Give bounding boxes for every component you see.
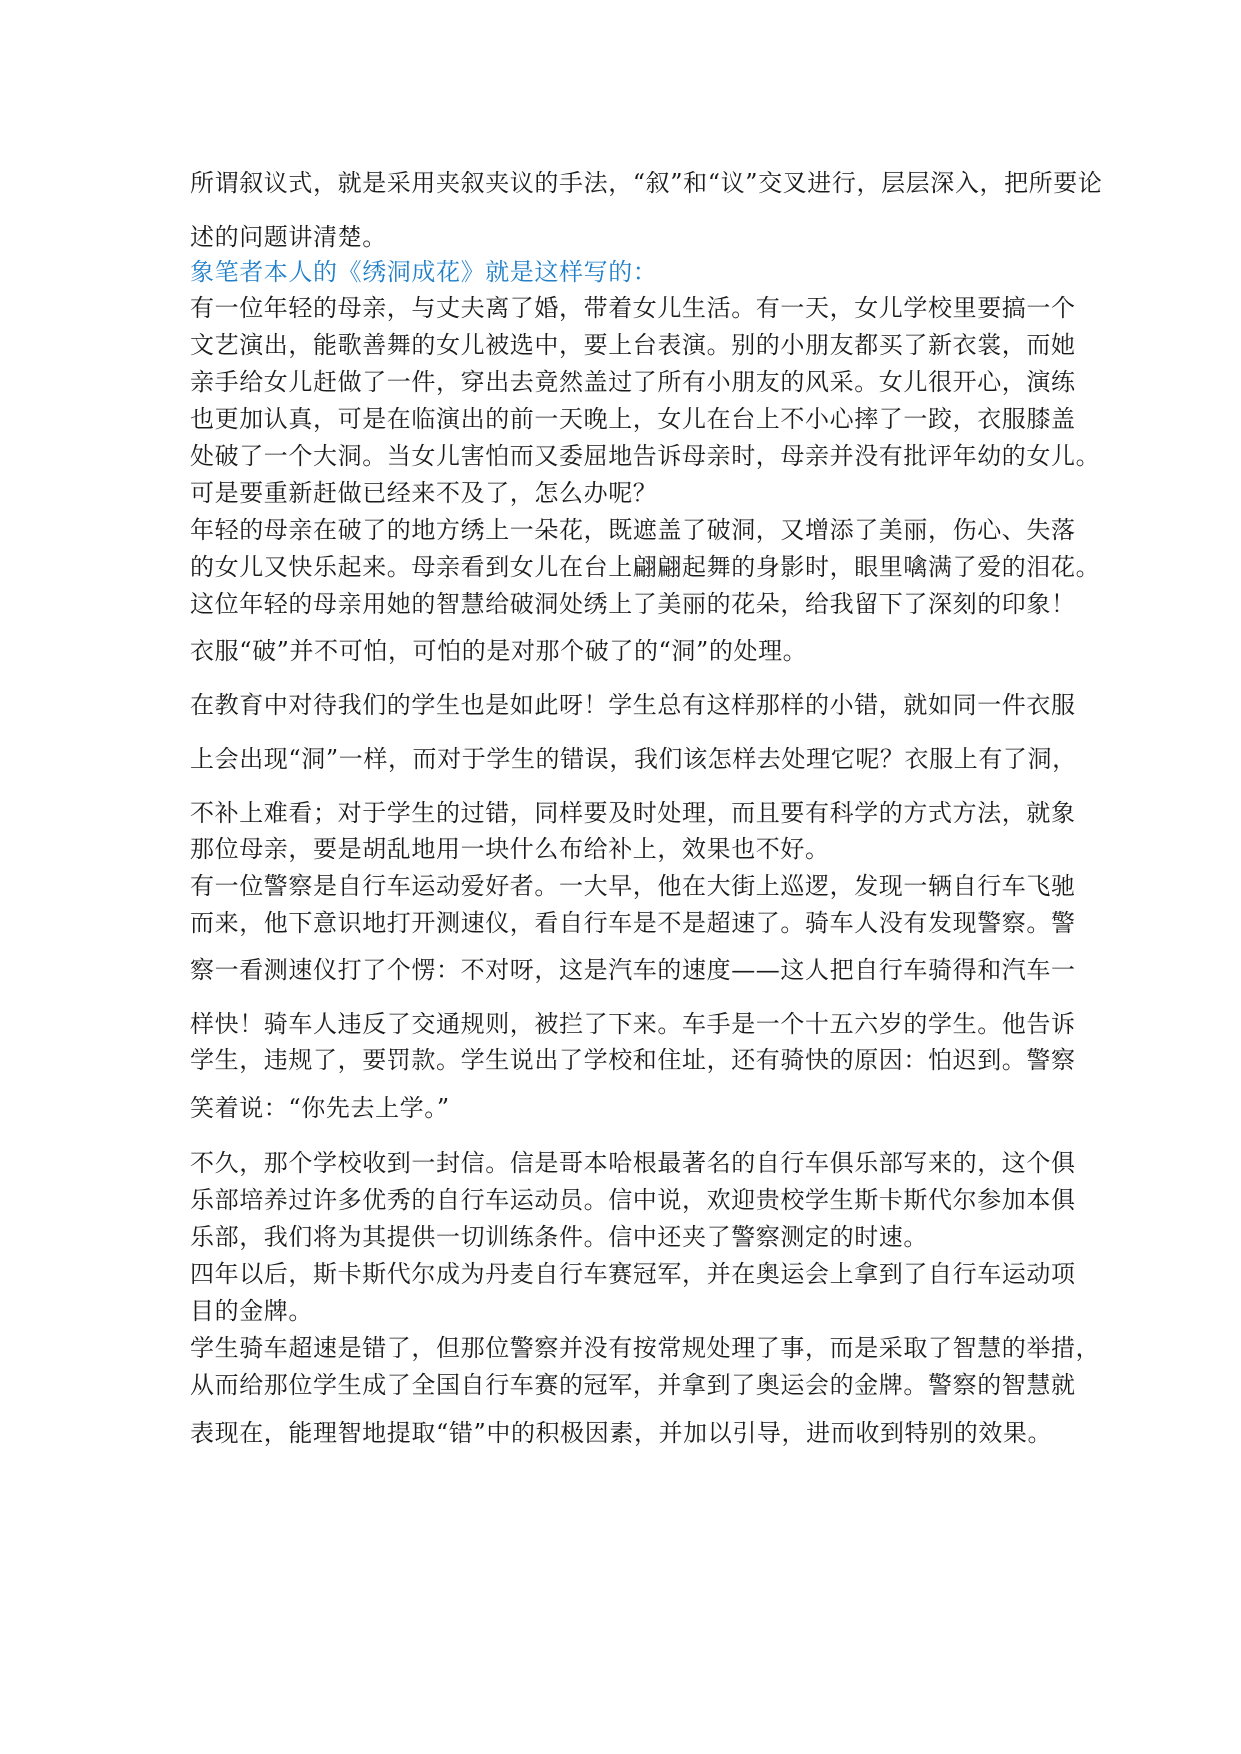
text-line: 在教育中对待我们的学生也是如此呀！学生总有这样那样的小错，就如同一件衣服	[190, 691, 1076, 719]
text-line: 述的问题讲清楚。	[190, 223, 387, 251]
text-line: 文艺演出，能歌善舞的女儿被选中，要上台表演。别的小朋友都买了新衣裳，而她	[190, 331, 1076, 359]
text-line: 有一位年轻的母亲，与丈夫离了婚，带着女儿生活。有一天，女儿学校里要搞一个	[190, 294, 1076, 322]
text-line: 从而给那位学生成了全国自行车赛的冠军，并拿到了奥运会的金牌。警察的智慧就	[190, 1371, 1076, 1399]
text-line: 样快！骑车人违反了交通规则，被拦了下来。车手是一个十五六岁的学生。他告诉	[190, 1010, 1076, 1038]
text-line: 也更加认真，可是在临演出的前一天晚上，女儿在台上不小心摔了一跤，衣服膝盖	[190, 405, 1076, 433]
text-line: 表现在，能理智地提取“错”中的积极因素，并加以引导，进而收到特别的效果。	[190, 1419, 1053, 1447]
text-line: 不久，那个学校收到一封信。信是哥本哈根最著名的自行车俱乐部写来的，这个俱	[190, 1149, 1076, 1177]
text-line: 学生骑车超速是错了，但那位警察并没有按常规处理了事，而是采取了智慧的举措，	[190, 1334, 1101, 1362]
text-line: 这位年轻的母亲用她的智慧给破洞处绣上了美丽的花朵，给我留下了深刻的印象！	[190, 590, 1076, 618]
text-line: 有一位警察是自行车运动爱好者。一大早，他在大街上巡逻，发现一辆自行车飞驰	[190, 872, 1076, 900]
text-line: 处破了一个大洞。当女儿害怕而又委屈地告诉母亲时，母亲并没有批评年幼的女儿。	[190, 442, 1101, 470]
text-line: 的女儿又快乐起来。母亲看到女儿在台上翩翩起舞的身影时，眼里噙满了爱的泪花。	[190, 553, 1101, 581]
text-line: 上会出现“洞”一样，而对于学生的错误，我们该怎样去处理它呢？衣服上有了洞，	[190, 745, 1077, 773]
text-line: 笑着说：“你先去上学。”	[190, 1094, 450, 1122]
text-line: 四年以后，斯卡斯代尔成为丹麦自行车赛冠军，并在奥运会上拿到了自行车运动项	[190, 1260, 1076, 1288]
text-line: 学生，违规了，要罚款。学生说出了学校和住址，还有骑快的原因：怕迟到。警察	[190, 1046, 1076, 1074]
text-line: 亲手给女儿赶做了一件，穿出去竟然盖过了所有小朋友的风采。女儿很开心，演练	[190, 368, 1076, 396]
text-line: 乐部，我们将为其提供一切训练条件。信中还夹了警察测定的时速。	[190, 1223, 928, 1251]
text-line: 而来，他下意识地打开测速仪，看自行车是不是超速了。骑车人没有发现警察。警	[190, 909, 1076, 937]
text-line: 那位母亲，要是胡乱地用一块什么布给补上，效果也不好。	[190, 835, 830, 863]
text-line: 可是要重新赶做已经来不及了，怎么办呢？	[190, 479, 658, 507]
text-line: 目的金牌。	[190, 1297, 313, 1325]
text-line: 衣服“破”并不可怕，可怕的是对那个破了的“洞”的处理。	[190, 637, 808, 665]
text-line: 乐部培养过许多优秀的自行车运动员。信中说，欢迎贵校学生斯卡斯代尔参加本俱	[190, 1186, 1076, 1214]
text-line: 察一看测速仪打了个愣：不对呀，这是汽车的速度——这人把自行车骑得和汽车一	[190, 956, 1076, 984]
text-line: 年轻的母亲在破了的地方绣上一朵花，既遮盖了破洞，又增添了美丽，伤心、失落	[190, 516, 1076, 544]
text-line-highlighted: 象笔者本人的《绣洞成花》就是这样写的：	[190, 258, 658, 286]
text-line: 不补上难看；对于学生的过错，同样要及时处理，而且要有科学的方式方法，就象	[190, 799, 1076, 827]
text-line: 所谓叙议式，就是采用夹叙夹议的手法，“叙”和“议”交叉进行，层层深入，把所要论	[190, 169, 1103, 197]
